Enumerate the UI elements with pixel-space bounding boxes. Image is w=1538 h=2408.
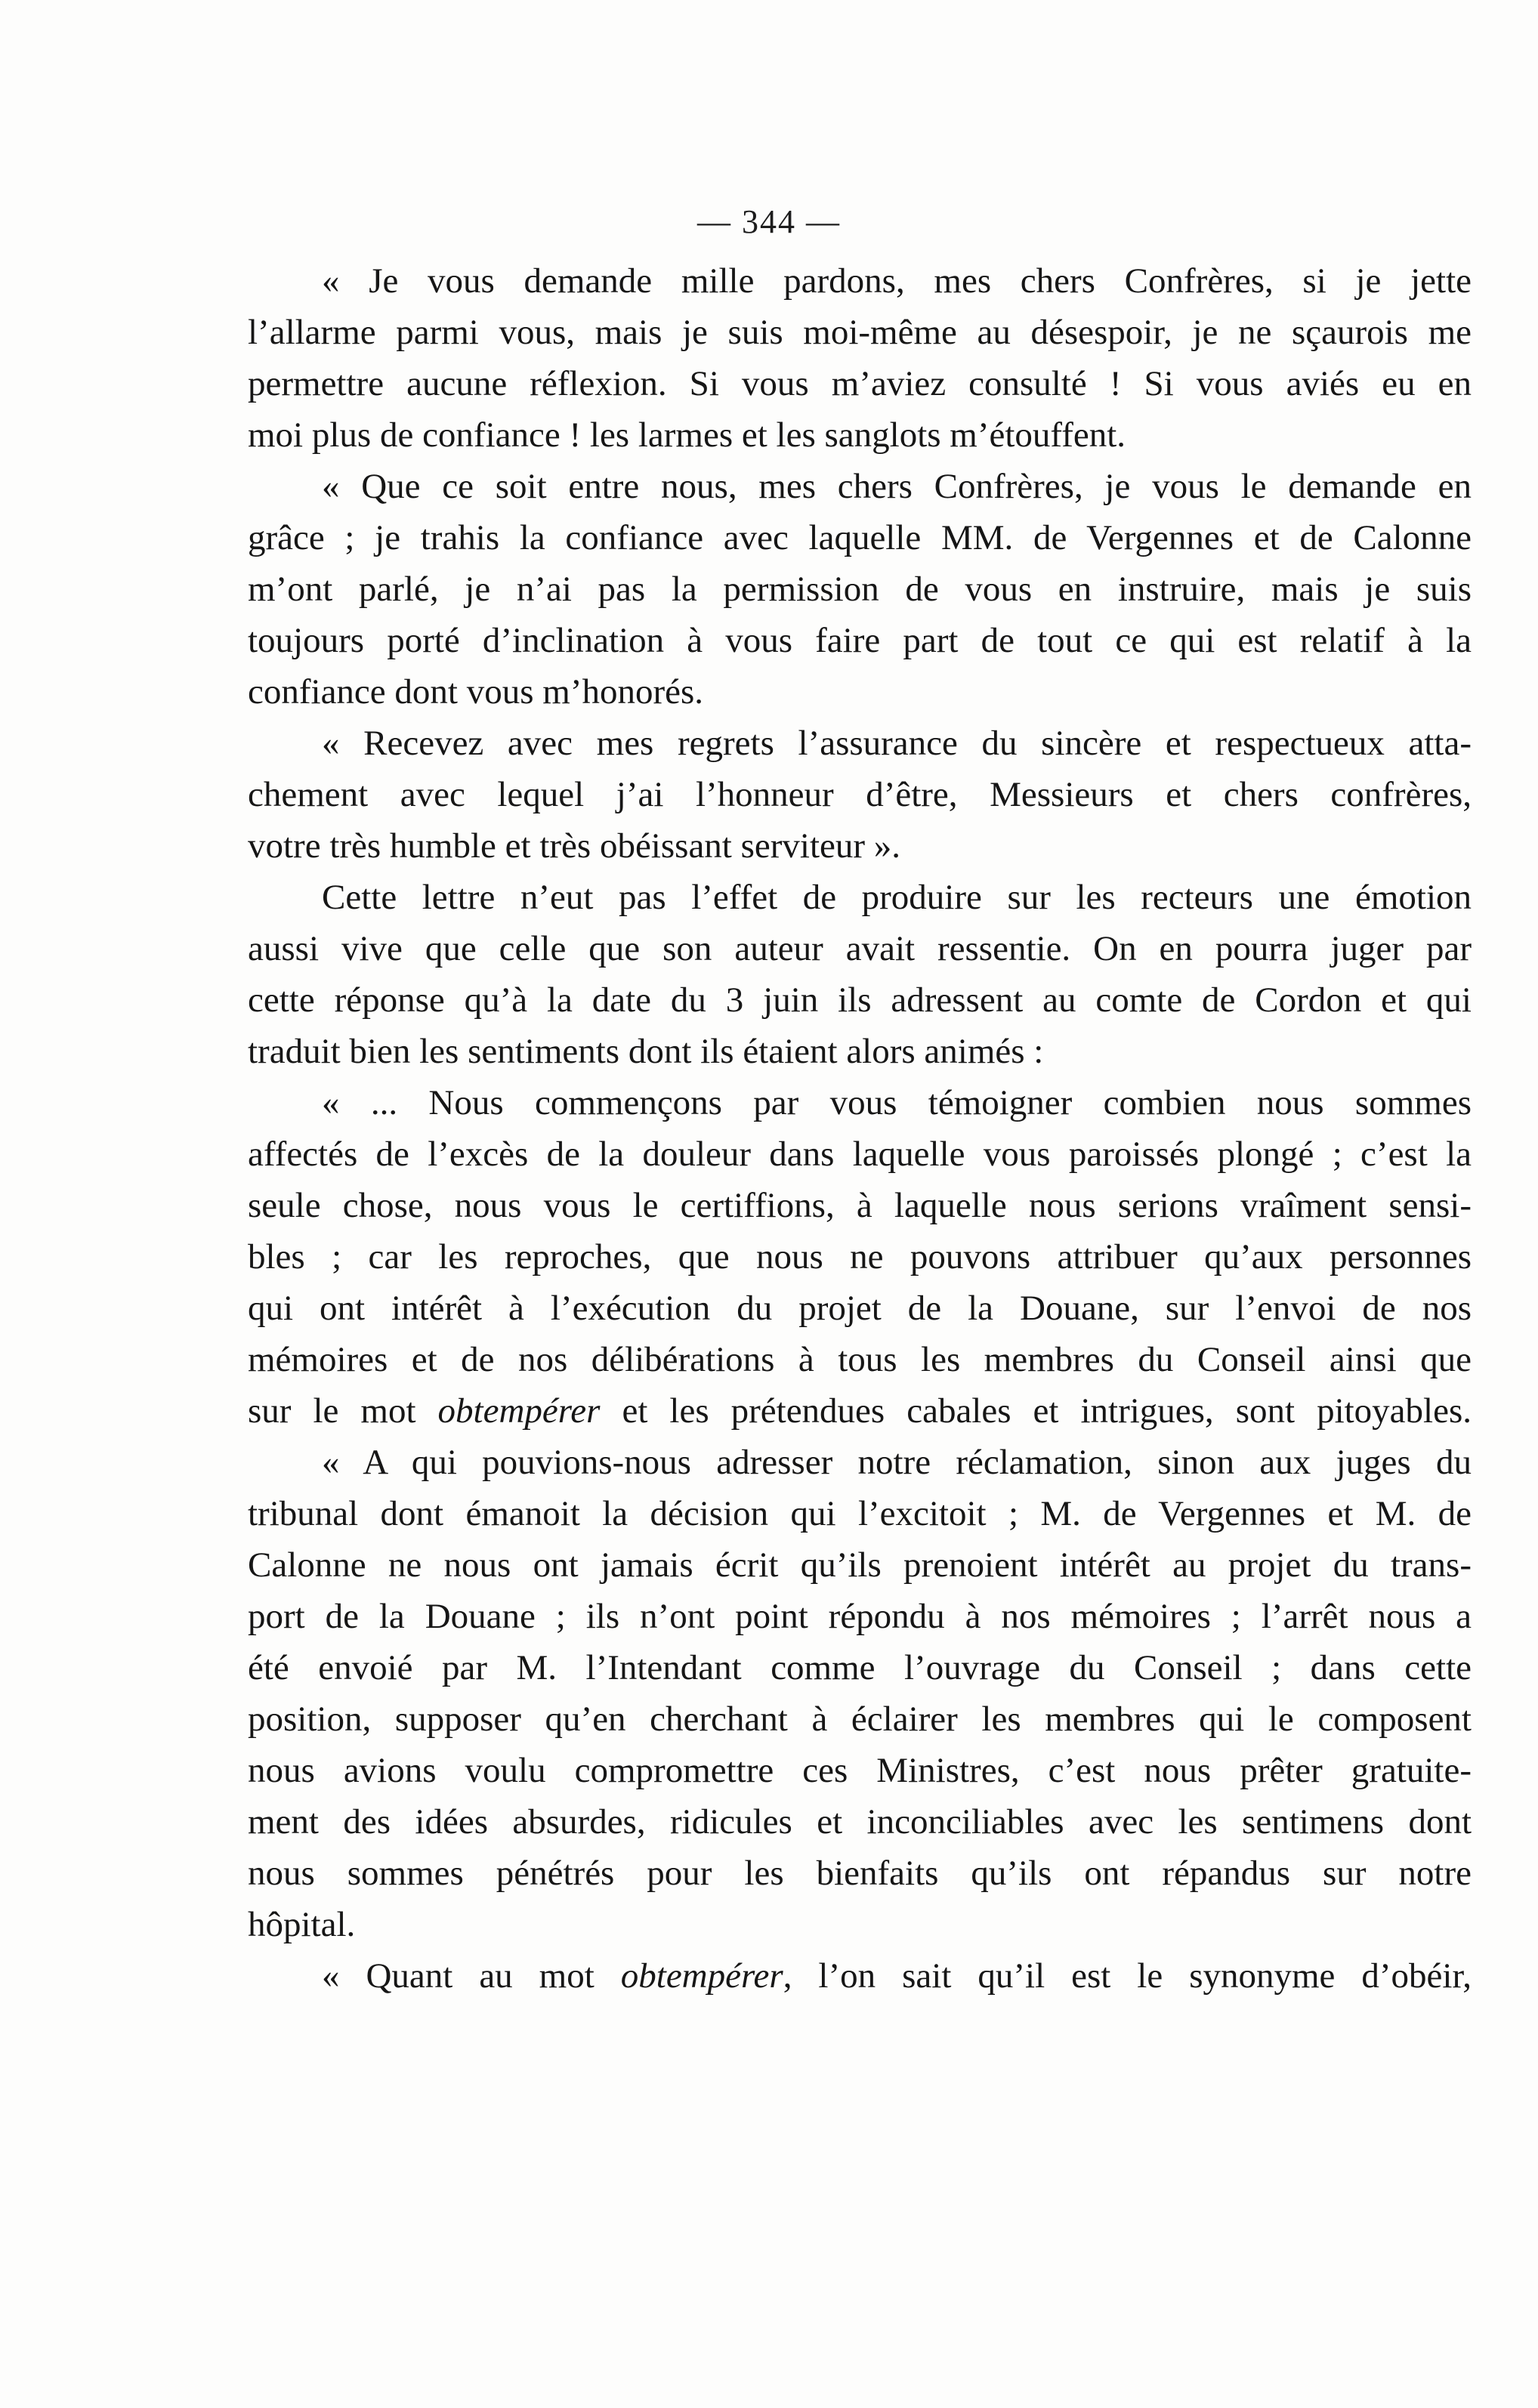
text-run: sur le mot xyxy=(248,1391,438,1431)
paragraph xyxy=(248,872,1472,1077)
italic-word: obtempérer xyxy=(620,1956,783,1996)
text-line: Cette lettre n’eut pas l’effet de produire sur les recteurs une émotion xyxy=(322,878,1472,917)
text-line: permettre aucune réflexion. Si vous m’aviez consulté ! Si vous aviés eu en xyxy=(248,364,1472,403)
text-line: m’ont parlé, je n’ai pas la permission de vous en instruire, mais je suis xyxy=(248,570,1472,609)
text-line: ment des idées absurdes, ridicules et inconciliables avec les sentimens dont xyxy=(248,1802,1472,1842)
text-line: seule chose, nous vous le certiffions, à laquelle nous serions vraîment sensi- xyxy=(248,1186,1472,1225)
text-line: hôpital. xyxy=(248,1905,356,1944)
text-line: affectés de l’excès de la douleur dans laquelle vous paroissés plongé ; c’est la xyxy=(248,1135,1472,1174)
text-line: confiance dont vous m’honorés. xyxy=(248,672,704,712)
text-line: votre très humble et très obéissant serviteur ». xyxy=(248,826,901,866)
text-line: « Recevez avec mes regrets l’assurance du sincère et respectueux atta- xyxy=(322,724,1472,763)
text-line: grâce ; je trahis la confiance avec laquelle MM. de Vergennes et de Calonne xyxy=(248,518,1472,557)
paragraph xyxy=(248,1950,1472,2002)
text-line: moi plus de confiance ! les larmes et les sanglots m’étouffent. xyxy=(248,415,1126,455)
text-line: l’allarme parmi vous, mais je suis moi-même au désespoir, je ne sçaurois me xyxy=(248,313,1472,352)
text-line: bles ; car les reproches, que nous ne pouvons attribuer qu’aux personnes xyxy=(248,1237,1472,1277)
text-line: qui ont intérêt à l’exécution du projet de la Douane, sur l’envoi de nos xyxy=(248,1289,1472,1328)
paragraph xyxy=(248,461,1472,718)
text-line: « Que ce soit entre nous, mes chers Confrères, je vous le demande en xyxy=(322,467,1472,506)
text-line: toujours porté d’inclination à vous faire part de tout ce qui est relatif à la xyxy=(248,621,1472,660)
text-line: position, supposer qu’en cherchant à éclairer les membres qui le composent xyxy=(248,1699,1472,1739)
paragraph xyxy=(248,1077,1472,1437)
text-line: chement avec lequel j’ai l’honneur d’être, Messieurs et chers confrères, xyxy=(248,775,1472,814)
text-line: traduit bien les sentiments dont ils étaient alors animés : xyxy=(248,1032,1044,1071)
text-line: « ... Nous commençons par vous témoigner combien nous sommes xyxy=(322,1083,1472,1122)
text-line: Calonne ne nous ont jamais écrit qu’ils prenoient intérêt au projet du trans- xyxy=(248,1545,1472,1585)
text-line xyxy=(248,1950,1472,2002)
text-run: , l’on sait qu’il est le synonyme d’obéir, xyxy=(783,1956,1472,1996)
text-line: « A qui pouvions-nous adresser notre réclamation, sinon aux juges du xyxy=(322,1443,1472,1482)
text-line: nous avions voulu compromettre ces Ministres, c’est nous prêter gratuite- xyxy=(248,1751,1472,1790)
paragraph xyxy=(248,255,1472,461)
paragraph xyxy=(248,718,1472,872)
text-run: et les prétendues cabales et intrigues, sont pitoyables. xyxy=(600,1391,1472,1431)
text-line: « Je vous demande mille pardons, mes chers Confrères, si je jette xyxy=(322,261,1472,301)
page-number: — 344 — xyxy=(697,203,841,240)
text-line: cette réponse qu’à la date du 3 juin ils adressent au comte de Cordon et qui xyxy=(248,980,1472,1020)
text-line: tribunal dont émanoit la décision qui l’excitoit ; M. de Vergennes et M. de xyxy=(248,1494,1472,1533)
text-line: aussi vive que celle que son auteur avait ressentie. On en pourra juger par xyxy=(248,929,1472,968)
text-line: été envoié par M. l’Intendant comme l’ouvrage du Conseil ; dans cette xyxy=(248,1648,1472,1687)
body-text xyxy=(248,255,1472,2002)
text-line: nous sommes pénétrés pour les bienfaits qu’ils ont répandus sur notre xyxy=(248,1854,1472,1893)
text-run: « Quant au mot xyxy=(322,1956,621,1996)
paragraph xyxy=(248,1437,1472,1950)
italic-word: obtempérer xyxy=(437,1391,601,1431)
text-line: port de la Douane ; ils n’ont point répondu à nos mémoires ; l’arrêt nous a xyxy=(248,1597,1472,1636)
text-line xyxy=(248,1385,1472,1437)
text-line: mémoires et de nos délibérations à tous les membres du Conseil ainsi que xyxy=(248,1340,1472,1379)
